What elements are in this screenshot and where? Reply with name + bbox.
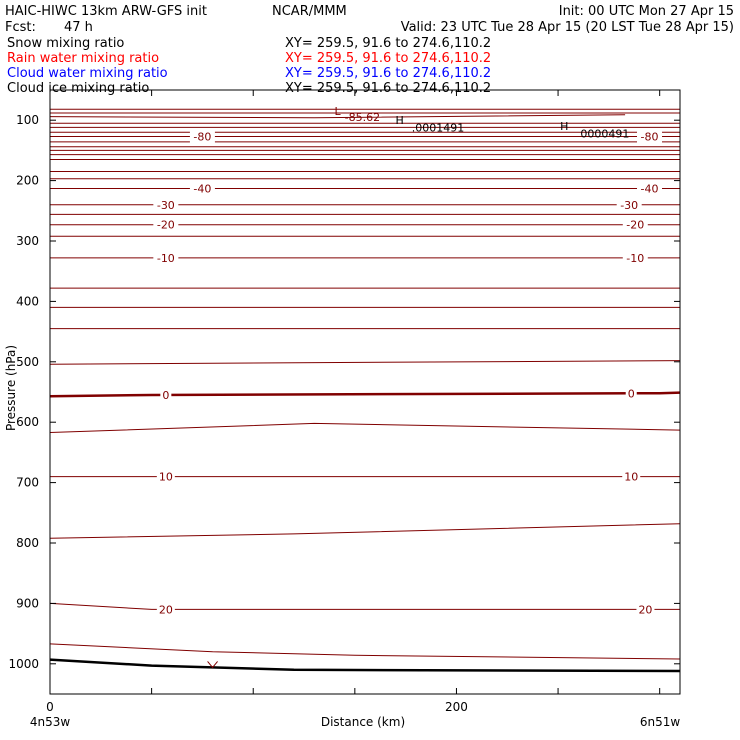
contour-line — [50, 524, 680, 539]
isotherm-label: -40 — [640, 182, 659, 196]
isotherm-line — [50, 603, 680, 609]
contour-line — [50, 644, 680, 659]
isotherm-label: -80 — [193, 130, 212, 144]
legend — [7, 36, 491, 96]
isotherm-label: 20 — [638, 603, 653, 617]
extremum-annotation: -85.62 — [344, 110, 381, 124]
contour-lines — [50, 105, 680, 671]
legend-label: Rain water mixing ratio — [7, 51, 160, 66]
y-tick-label: 300 — [16, 234, 39, 248]
y-tick-label: 800 — [16, 536, 39, 550]
legend-xy: XY= 259.5, 91.6 to 274.6,110.2 — [285, 51, 492, 66]
fcst-label: Fcst: — [5, 20, 36, 35]
terrain-line — [50, 660, 680, 671]
legend-label: Cloud water mixing ratio — [7, 66, 168, 81]
isotherm-label: 0 — [627, 387, 635, 401]
isotherm-label: 0 — [162, 388, 170, 402]
legend-xy: XY= 259.5, 91.6 to 274.6,110.2 — [285, 81, 492, 96]
fcst-value: 47 h — [64, 20, 93, 35]
y-tick-label: 600 — [16, 415, 39, 430]
x-axis-title: Distance (km) — [320, 715, 406, 729]
header — [5, 4, 734, 35]
init-time: Init: 00 UTC Mon 27 Apr 15 — [558, 4, 734, 19]
isotherm-line — [50, 393, 680, 397]
y-tick-label: 900 — [16, 596, 39, 611]
isotherm-label: -40 — [193, 182, 212, 196]
extremum-annotation: L — [334, 104, 341, 118]
isotherm-label: 10 — [624, 470, 639, 484]
axes — [4, 90, 680, 729]
valid-time: Valid: 23 UTC Tue 28 Apr 15 (20 LST Tue 28 Apr 15) — [400, 20, 734, 35]
isotherm-label: -10 — [156, 251, 175, 265]
extremum-annotation: H — [560, 119, 569, 133]
legend-xy: XY= 259.5, 91.6 to 274.6,110.2 — [285, 36, 492, 51]
isotherm-label: -80 — [640, 130, 659, 144]
y-tick-label: 200 — [16, 173, 39, 188]
x-end-label: 6n51w — [639, 715, 681, 729]
plot-frame — [50, 90, 680, 694]
y-tick-label: 100 — [16, 113, 39, 128]
y-tick-label: 700 — [16, 475, 39, 490]
y-axis-title: Pressure (hPa) — [4, 344, 18, 432]
extremum-annotation: 0000491 — [580, 127, 630, 141]
x-tick-label: 200 — [444, 700, 468, 714]
y-tick-label: 500 — [16, 354, 39, 369]
isotherm-label: -30 — [156, 198, 175, 212]
isotherm-label: -30 — [620, 198, 639, 212]
isotherm-label: -20 — [156, 218, 175, 232]
contour-line — [50, 361, 680, 365]
isotherm-label: 10 — [158, 470, 173, 484]
isotherm-label: -10 — [626, 251, 645, 265]
legend-xy: XY= 259.5, 91.6 to 274.6,110.2 — [285, 66, 492, 81]
model-title: HAIC-HIWC 13km ARW-GFS init — [5, 4, 207, 19]
y-tick-label: 1000 — [8, 656, 39, 671]
isotherm-label: 20 — [158, 603, 173, 617]
x-start-label: 4n53w — [29, 715, 71, 729]
legend-label: Snow mixing ratio — [7, 36, 125, 51]
isotherm-label: -20 — [626, 218, 645, 232]
legend-label: Cloud ice mixing ratio — [7, 81, 150, 96]
extremum-annotation: H — [395, 113, 404, 127]
y-tick-label: 400 — [16, 294, 39, 309]
contour-line — [50, 423, 680, 432]
source-label: NCAR/MMM — [272, 4, 347, 19]
x-tick-label: 0 — [46, 700, 54, 714]
extremum-annotation: .0001491 — [411, 121, 465, 135]
